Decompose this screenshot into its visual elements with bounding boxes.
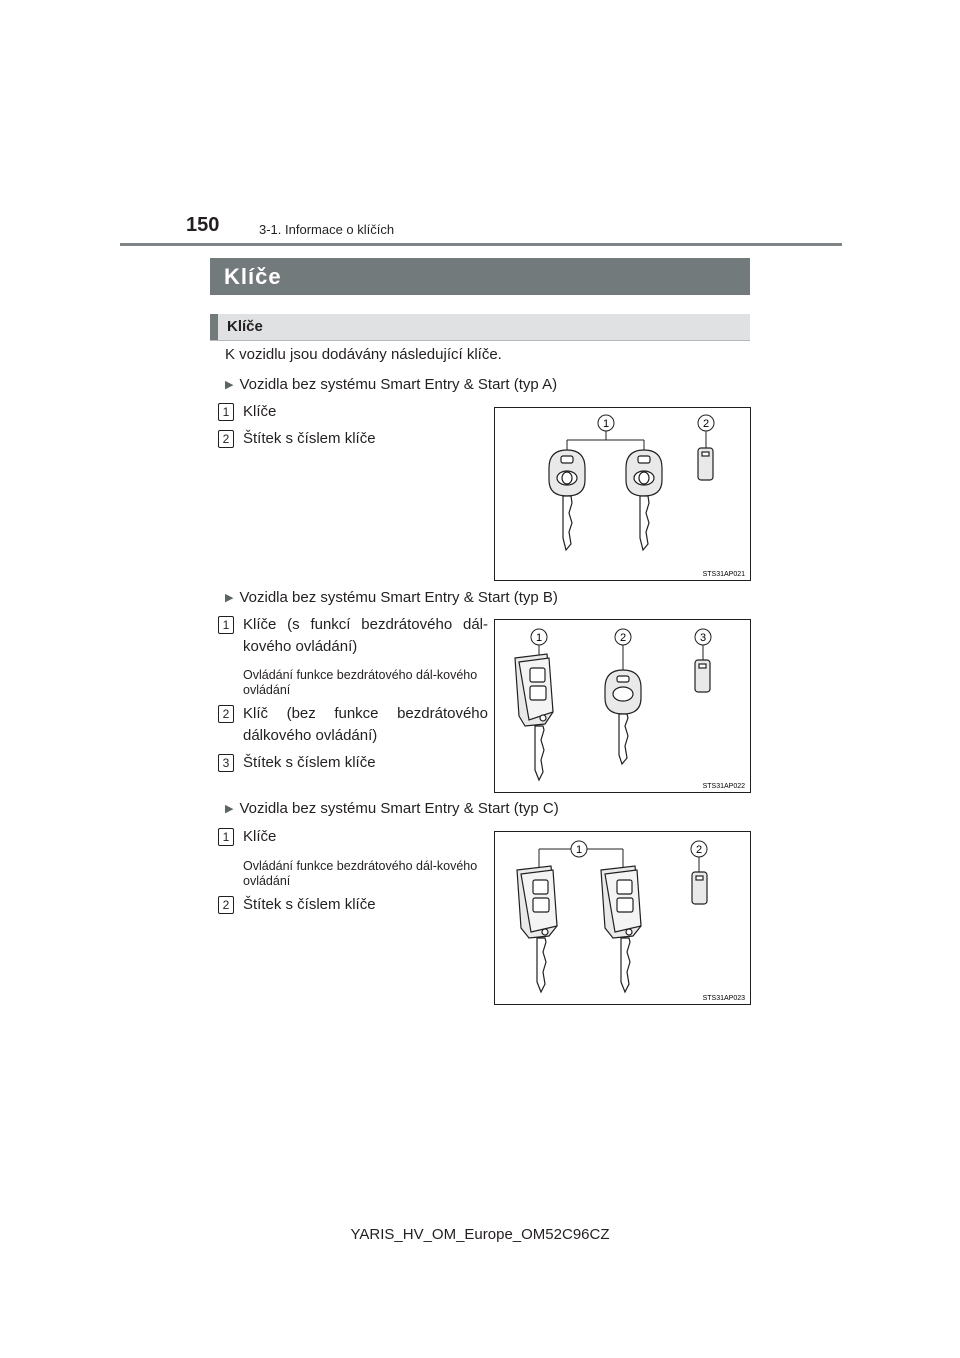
item-label: Klíč (bez funkce bezdrátového dálkového ovládání) [243,705,488,744]
keys-type-a-illustration [495,408,750,580]
figure-keys-type-a [494,407,751,581]
group-b-heading [225,589,558,606]
figure-callout: 2 [695,844,703,856]
item-number: 1 [218,616,234,634]
group-b-heading-text: Vozidla bez systému Smart Entry & Start (typ B) [239,589,558,606]
item-number: 3 [218,754,234,772]
item-label: Klíče [243,403,277,420]
item-number: 2 [218,705,234,723]
figure-keys-type-b [494,619,751,793]
section-label: 3-1. Informace o klíčích [259,222,395,237]
figure-code: STS31AP023 [702,995,745,1002]
item-label: Štítek s číslem klíče [243,430,376,447]
group-c-heading [225,800,559,817]
header-rule [120,243,842,246]
figure-callout: 1 [535,632,543,644]
intro-text: K vozidlu jsou dodávány následující klíče. [225,346,502,363]
triangle-bullet-icon: ▶ [225,803,234,815]
page-number: 150 [186,214,220,236]
figure-code: STS31AP021 [702,571,745,578]
item-label: Klíče [243,828,277,845]
triangle-bullet-icon: ▶ [225,592,234,604]
item-number: 1 [218,828,234,846]
item-number: 2 [218,896,234,914]
title-bar [210,258,750,295]
item-note: Ovládání funkce bezdrátového dál-kového ovládání [243,859,478,888]
figure-callout: 2 [702,418,710,430]
item-number: 1 [218,403,234,421]
item-label: Klíče (s funkcí bezdrátového dál-kového ovládání) [243,616,488,655]
footer-document-code: YARIS_HV_OM_Europe_OM52C96CZ [350,1226,610,1243]
keys-type-b-illustration [495,620,750,792]
subtitle-accent [210,314,218,340]
item-number: 2 [218,430,234,448]
figure-callout: 1 [575,844,583,856]
figure-code: STS31AP022 [702,783,745,790]
keys-type-c-illustration [495,832,750,1004]
figure-keys-type-c [494,831,751,1005]
item-label: Štítek s číslem klíče [243,754,376,771]
group-c-heading-text: Vozidla bez systému Smart Entry & Start (typ C) [239,800,559,817]
subtitle: Klíče [227,318,263,335]
figure-callout: 3 [699,632,707,644]
figure-callout: 2 [619,632,627,644]
figure-callout: 1 [602,418,610,430]
triangle-bullet-icon: ▶ [225,379,234,391]
item-label: Štítek s číslem klíče [243,896,376,913]
subtitle-bar [210,314,750,341]
group-a-heading [225,376,557,393]
item-note: Ovládání funkce bezdrátového dál-kového ovládání [243,668,478,697]
group-a-heading-text: Vozidla bez systému Smart Entry & Start (typ A) [239,376,558,393]
page-title: Klíče [224,264,282,289]
